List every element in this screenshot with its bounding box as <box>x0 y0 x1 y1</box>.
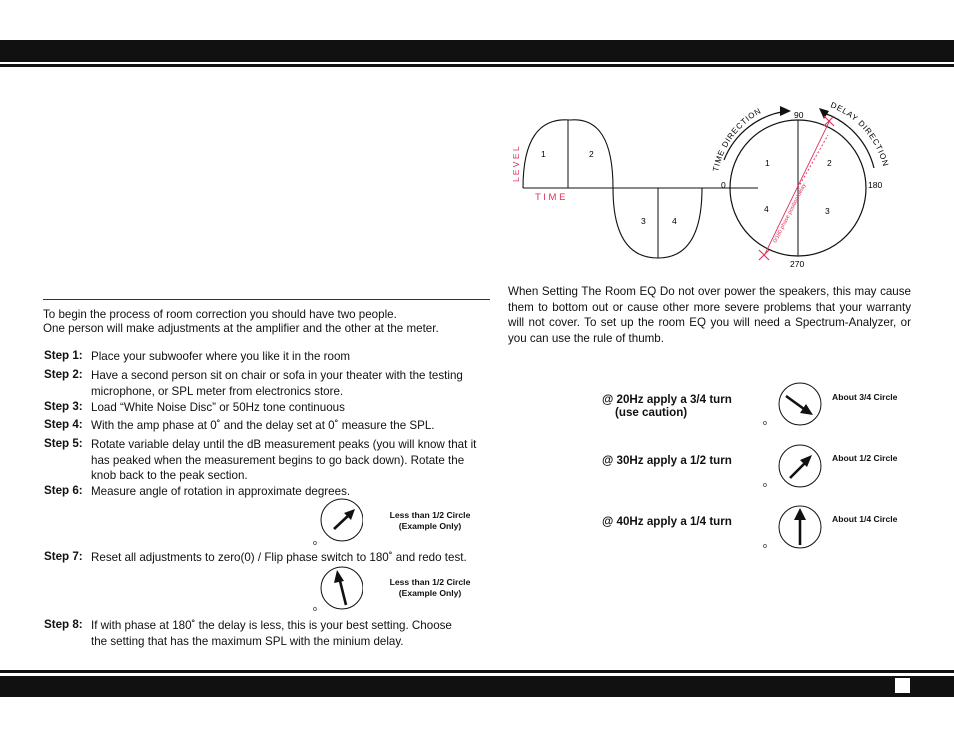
circle-section-4: 4 <box>764 204 769 214</box>
page-number-box <box>895 678 910 693</box>
step-7-label: Step 7: <box>44 550 83 563</box>
example-dial-2-caption: Less than 1/2 Circle (Example Only) <box>389 577 471 598</box>
step-8-label: Step 8: <box>44 618 83 631</box>
deg-0-label: 0 <box>721 180 726 190</box>
step-4-text: With the amp phase at 0˚ and the delay set at 0˚ measure the SPL. <box>91 419 435 432</box>
wave-section-3: 3 <box>641 216 646 226</box>
diagonal-label: 0/180 phase position/delay <box>772 182 808 244</box>
step-6-label: Step 6: <box>44 484 83 497</box>
level-label: L E V E L <box>511 146 521 182</box>
wave-section-2: 2 <box>589 149 594 159</box>
step-4-label: Step 4: <box>44 418 83 431</box>
step-6-text: Measure angle of rotation in approximate degrees. <box>91 485 351 498</box>
header-rule <box>0 64 954 67</box>
step-1-label: Step 1: <box>44 349 83 362</box>
time-label: T I M E <box>535 192 566 203</box>
diagonal-end-mark-top <box>824 116 834 126</box>
delay-direction-label: DELAY DIRECTION <box>829 100 891 168</box>
dial-marker-2: o <box>313 606 317 613</box>
step-3-text: Load “White Noise Disc” or 50Hz tone continuous <box>91 401 345 414</box>
deg-90-label: 90 <box>794 110 804 120</box>
step-7-text: Reset all adjustments to zero(0) / Flip phase switch to 180˚ and redo test. <box>91 551 467 564</box>
rule-20hz-caption: About 3/4 Circle <box>832 392 898 402</box>
deg-180-label: 180 <box>868 180 883 190</box>
delay-direction-arrowhead <box>819 108 829 119</box>
dial-40hz <box>762 503 822 563</box>
circle-section-2: 2 <box>827 158 832 168</box>
dial-marker-40hz: o <box>763 543 767 550</box>
step-2-text: Have a second person sit on chair or sofa in your theater with the testing microphone, or SPL meter from electronics store. <box>91 369 463 398</box>
dial-marker-1: o <box>313 540 317 547</box>
footer-rule <box>0 670 954 673</box>
footer-bar <box>0 676 954 697</box>
example-dial-1 <box>311 496 363 548</box>
intro-line-1: To begin the process of room correction you should have two people. <box>43 308 397 321</box>
step-3-label: Step 3: <box>44 400 83 413</box>
sine-wave <box>523 120 702 258</box>
dial-30hz <box>762 442 822 502</box>
deg-270-label: 270 <box>790 259 805 269</box>
step-8-text: If with phase at 180˚ the delay is less, this is your best setting. Choose the setting that has the maximum SPL with the minium delay. <box>91 619 452 648</box>
wave-section-4: 4 <box>672 216 677 226</box>
time-direction-label: TIME DIRECTION <box>711 106 763 173</box>
intro-line-2: One person will make adjustments at the amplifier and the other at the meter. <box>43 322 439 335</box>
diagonal-end-mark-bottom <box>759 250 769 260</box>
wave-section-1: 1 <box>541 149 546 159</box>
circle-section-3: 3 <box>825 206 830 216</box>
dial-marker-20hz: o <box>763 420 767 427</box>
dial-20hz <box>762 380 822 440</box>
rule-30hz-line1: @ 30Hz apply a 1/2 turn <box>602 454 732 467</box>
rule-30hz-caption: About 1/2 Circle <box>832 453 898 463</box>
step-5-label: Step 5: <box>44 437 83 450</box>
rule-40hz-line1: @ 40Hz apply a 1/4 turn <box>602 515 732 528</box>
room-eq-warning: When Setting The Room EQ Do not over power the speakers, this may cause them to bottom out or cause other more severe problems that your warranty will not cover. To set up the room EQ you will need a Spectrum-Analyzer, or you can use the rule of thumb. <box>508 285 911 345</box>
rule-20hz-line2: (use caution) <box>615 406 688 419</box>
circle-section-1: 1 <box>765 158 770 168</box>
header-bar <box>0 40 954 62</box>
step-1-text: Place your subwoofer where you like it in the room <box>91 350 351 363</box>
step-2-label: Step 2: <box>44 368 83 381</box>
step-5-text: Rotate variable delay until the dB measurement peaks (you will know that it has peaked when the measurement begins to go back down). Rotate the knob back to the peak section. <box>91 438 477 482</box>
dial-marker-30hz: o <box>763 482 767 489</box>
example-dial-2 <box>311 566 363 614</box>
phase-diagonal-line <box>764 120 830 256</box>
rule-40hz-caption: About 1/4 Circle <box>832 514 898 524</box>
phase-delay-diagram <box>500 100 900 275</box>
section-rule <box>43 299 490 300</box>
phase-diagonal-dash <box>798 135 828 188</box>
time-direction-arrowhead <box>780 106 791 116</box>
rule-20hz-line1: @ 20Hz apply a 3/4 turn <box>602 393 732 406</box>
example-dial-1-caption: Less than 1/2 Circle (Example Only) <box>389 510 471 531</box>
